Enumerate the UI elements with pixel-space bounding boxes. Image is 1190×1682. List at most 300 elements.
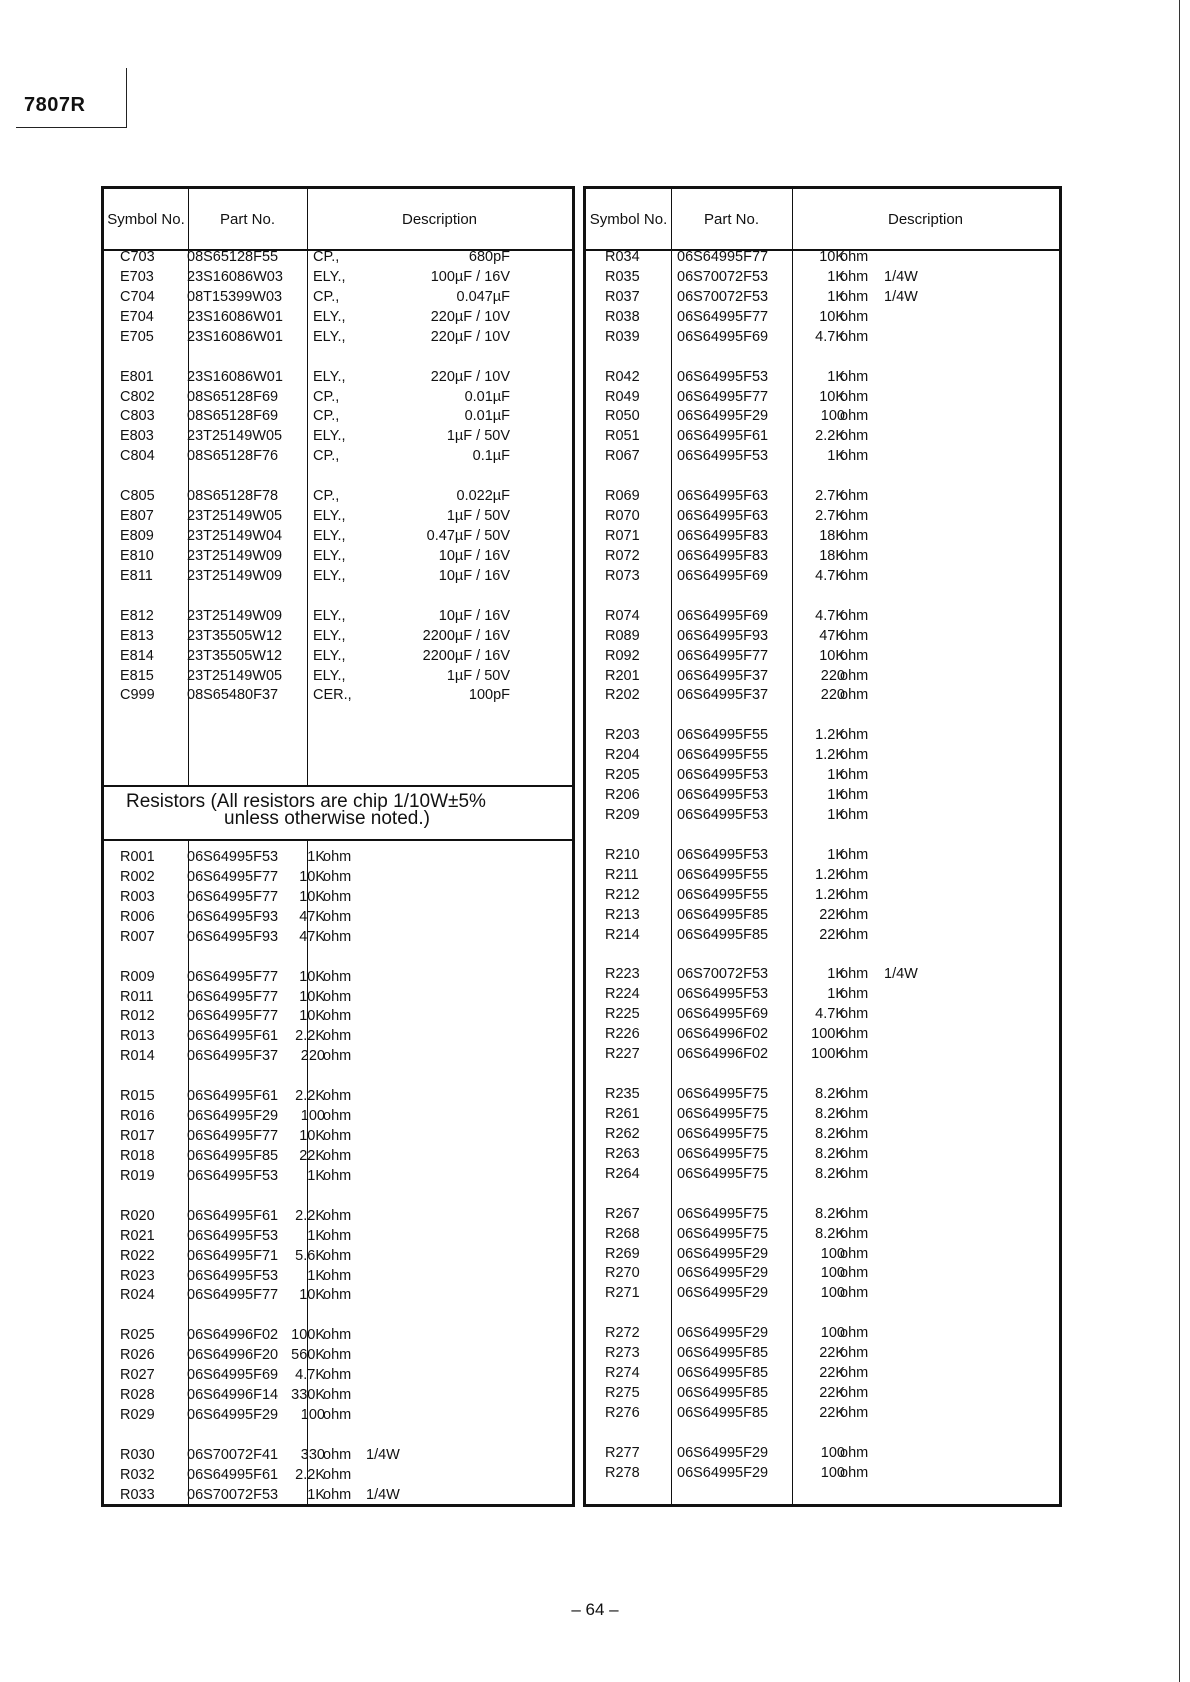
symbol-no: R042 bbox=[605, 368, 640, 385]
part-no: 06S64995F75 bbox=[677, 1105, 769, 1122]
table-row bbox=[586, 1363, 1059, 1383]
symbol-no: R074 bbox=[605, 607, 640, 624]
component-type: ELY., bbox=[313, 607, 346, 624]
left-parts-table bbox=[101, 186, 575, 1507]
symbol-no: R263 bbox=[605, 1145, 640, 1162]
symbol-no: E703 bbox=[120, 268, 154, 285]
resistance-value: 10K bbox=[299, 1128, 325, 1145]
part-no: 06S64995F53 bbox=[677, 368, 769, 385]
model-underline bbox=[16, 127, 127, 128]
symbol-no: R018 bbox=[120, 1147, 155, 1164]
resistance-value: 22K bbox=[819, 906, 845, 923]
resistance-unit: ohm bbox=[840, 1225, 869, 1242]
resistance-value: 4.7K bbox=[815, 567, 845, 584]
part-no: 06S64995F29 bbox=[677, 1265, 769, 1282]
table-row bbox=[104, 1146, 572, 1166]
resistance-value: 330 bbox=[300, 1446, 325, 1463]
resistance-value: 1K bbox=[827, 288, 845, 305]
table-row bbox=[586, 387, 1059, 407]
table-row bbox=[104, 1365, 572, 1385]
resistance-unit: ohm bbox=[323, 1147, 352, 1164]
symbol-no: R226 bbox=[605, 1026, 640, 1043]
component-type: CP., bbox=[313, 488, 340, 505]
resistance-unit: ohm bbox=[840, 1404, 869, 1421]
component-value: 0.01µF bbox=[464, 388, 510, 405]
resistance-unit: ohm bbox=[840, 1444, 869, 1461]
table-row bbox=[586, 1104, 1059, 1124]
component-value: 2200µF / 16V bbox=[422, 627, 510, 644]
part-no: 23T35505W12 bbox=[187, 627, 283, 644]
table-row bbox=[586, 526, 1059, 546]
resistance-value: 2.7K bbox=[815, 488, 845, 505]
resistance-unit: ohm bbox=[840, 1265, 869, 1282]
part-no: 06S64995F55 bbox=[677, 727, 769, 744]
symbol-no: R016 bbox=[120, 1108, 155, 1125]
resistance-unit: ohm bbox=[840, 308, 869, 325]
resistance-value: 10K bbox=[819, 308, 845, 325]
part-no: 06S64995F85 bbox=[677, 1365, 769, 1382]
resistance-unit: ohm bbox=[323, 1167, 352, 1184]
table-row bbox=[586, 307, 1059, 327]
symbol-no: E810 bbox=[120, 547, 154, 564]
table-row bbox=[586, 1024, 1059, 1044]
resistance-unit: ohm bbox=[840, 846, 869, 863]
table-row bbox=[586, 925, 1059, 945]
part-no: 06S64995F61 bbox=[187, 1466, 279, 1483]
symbol-no: R033 bbox=[120, 1486, 155, 1503]
component-value: 1µF / 50V bbox=[446, 508, 510, 525]
resistance-value: 2.2K bbox=[815, 428, 845, 445]
part-no: 06S64995F75 bbox=[677, 1125, 769, 1142]
part-no: 06S64995F63 bbox=[677, 508, 769, 525]
resistance-unit: ohm bbox=[323, 988, 352, 1005]
symbol-no: R214 bbox=[605, 926, 640, 943]
resistance-unit: ohm bbox=[323, 1108, 352, 1125]
part-no: 06S64995F77 bbox=[677, 647, 769, 664]
resistance-unit: ohm bbox=[323, 928, 352, 945]
symbol-no: E705 bbox=[120, 328, 154, 345]
table-row bbox=[104, 526, 572, 546]
symbol-no: R003 bbox=[120, 888, 155, 905]
resistance-value: 100K bbox=[291, 1327, 325, 1344]
symbol-no: R269 bbox=[605, 1245, 640, 1262]
table-row bbox=[104, 1226, 572, 1246]
resistance-value: 10K bbox=[299, 888, 325, 905]
component-value: 1µF / 50V bbox=[446, 428, 510, 445]
resistance-unit: ohm bbox=[840, 368, 869, 385]
component-type: CER., bbox=[313, 687, 352, 704]
table-row bbox=[586, 287, 1059, 307]
table-row bbox=[586, 267, 1059, 287]
component-type: ELY., bbox=[313, 667, 346, 684]
table-row bbox=[104, 1086, 572, 1106]
symbol-no: R014 bbox=[120, 1048, 155, 1065]
resistance-value: 18K bbox=[819, 547, 845, 564]
symbol-no: R211 bbox=[605, 866, 639, 883]
part-no: 06S70072F53 bbox=[187, 1486, 279, 1503]
table-row bbox=[586, 1463, 1059, 1483]
symbol-no: C703 bbox=[120, 249, 155, 265]
resistance-unit: ohm bbox=[840, 926, 869, 943]
description-header: Description bbox=[401, 210, 478, 228]
resistance-unit: ohm bbox=[840, 1385, 869, 1401]
part-no: 06S64996F02 bbox=[677, 1026, 769, 1043]
symbol-no: R002 bbox=[120, 868, 155, 885]
part-no: 08S65128F69 bbox=[187, 408, 279, 425]
table-row bbox=[586, 406, 1059, 426]
part-no: 06S64995F83 bbox=[677, 528, 769, 545]
resistance-unit: ohm bbox=[840, 1006, 869, 1023]
symbol-no: R212 bbox=[605, 886, 640, 903]
symbol-no: C999 bbox=[120, 687, 155, 704]
resistance-unit: ohm bbox=[840, 448, 869, 465]
symbol-no: R270 bbox=[605, 1265, 640, 1282]
resistance-value: 1K bbox=[307, 849, 325, 865]
part-no: 06S64995F29 bbox=[187, 1407, 279, 1424]
part-no: 06S64995F37 bbox=[677, 687, 769, 704]
part-no: 06S64995F55 bbox=[677, 866, 769, 883]
symbol-no: R072 bbox=[605, 547, 640, 564]
model-number: 7807R bbox=[24, 94, 86, 116]
part-header: Part No. bbox=[703, 210, 760, 228]
resistance-unit: ohm bbox=[840, 268, 869, 285]
table-row bbox=[104, 666, 572, 686]
symbol-no: R038 bbox=[605, 308, 640, 325]
component-type: ELY., bbox=[313, 328, 346, 345]
symbol-no: R023 bbox=[120, 1267, 155, 1284]
resistance-unit: ohm bbox=[840, 1464, 869, 1481]
resistance-value: 8.2K bbox=[815, 1205, 845, 1222]
table-row bbox=[104, 267, 572, 287]
resistance-unit: ohm bbox=[840, 1205, 869, 1222]
part-no: 06S64995F53 bbox=[187, 1227, 279, 1244]
table-row bbox=[586, 1224, 1059, 1244]
component-type: ELY., bbox=[313, 308, 346, 325]
resistance-unit: ohm bbox=[840, 1105, 869, 1122]
symbol-no: R275 bbox=[605, 1385, 640, 1401]
table-row bbox=[104, 1026, 572, 1046]
resistance-value: 100 bbox=[820, 1265, 845, 1282]
table-row bbox=[586, 885, 1059, 905]
resistance-unit: ohm bbox=[840, 508, 869, 525]
part-no: 06S64995F61 bbox=[187, 1207, 279, 1224]
component-value: 0.47µF / 50V bbox=[426, 528, 510, 545]
resistance-value: 100 bbox=[300, 1108, 325, 1125]
symbol-no: R272 bbox=[605, 1325, 640, 1342]
symbol-no: R274 bbox=[605, 1365, 640, 1382]
component-type: ELY., bbox=[313, 428, 346, 445]
resistance-unit: ohm bbox=[840, 1145, 869, 1162]
table-row bbox=[586, 646, 1059, 666]
symbol-no: R235 bbox=[605, 1086, 640, 1103]
symbol-no: R039 bbox=[605, 328, 640, 345]
resistance-value: 1K bbox=[827, 268, 845, 285]
part-no: 06S64995F85 bbox=[187, 1147, 279, 1164]
resistance-unit: ohm bbox=[840, 1285, 869, 1302]
resistance-unit: ohm bbox=[840, 567, 869, 584]
table-row bbox=[104, 1206, 572, 1226]
component-value: 2200µF / 16V bbox=[422, 647, 510, 664]
resistance-value: 18K bbox=[819, 528, 845, 545]
symbol-no: E815 bbox=[120, 667, 154, 684]
symbol-no: R273 bbox=[605, 1345, 640, 1362]
part-no: 23T25149W09 bbox=[187, 547, 283, 564]
part-no: 06S64995F53 bbox=[677, 846, 769, 863]
symbol-no: R051 bbox=[605, 428, 640, 445]
table-row bbox=[104, 367, 572, 387]
part-no: 23T25149W09 bbox=[187, 567, 283, 584]
part-no: 06S64995F53 bbox=[677, 448, 769, 465]
table-row bbox=[586, 666, 1059, 686]
resistance-value: 220 bbox=[820, 687, 845, 704]
resistance-unit: ohm bbox=[323, 1008, 352, 1025]
resistance-unit: ohm bbox=[323, 1387, 352, 1404]
part-no: 06S64995F77 bbox=[187, 968, 279, 985]
resistance-value: 4.7K bbox=[295, 1367, 325, 1384]
symbol-no: E807 bbox=[120, 508, 154, 525]
symbol-no: R278 bbox=[605, 1464, 640, 1481]
symbol-no: R029 bbox=[120, 1407, 155, 1424]
resistance-value: 1K bbox=[827, 846, 845, 863]
part-no: 23T25149W05 bbox=[187, 428, 283, 445]
power-rating: 1/4W bbox=[884, 268, 918, 285]
symbol-no: R035 bbox=[605, 268, 640, 285]
table-row bbox=[104, 506, 572, 526]
part-no: 08S65480F37 bbox=[187, 687, 279, 704]
component-type: ELY., bbox=[313, 647, 346, 664]
symbol-no: R006 bbox=[120, 908, 155, 925]
component-value: 100µF / 16V bbox=[430, 268, 510, 285]
resistance-value: 100 bbox=[820, 1285, 845, 1302]
table-row bbox=[586, 1403, 1059, 1423]
resistance-value: 47K bbox=[299, 928, 325, 945]
resistance-value: 220 bbox=[820, 667, 845, 684]
part-no: 06S64995F37 bbox=[677, 667, 769, 684]
power-rating: 1/4W bbox=[884, 966, 918, 983]
table-row bbox=[586, 905, 1059, 925]
table-row bbox=[586, 1343, 1059, 1363]
resistance-unit: ohm bbox=[840, 547, 869, 564]
symbol-no: E814 bbox=[120, 647, 154, 664]
resistor-note bbox=[104, 785, 572, 841]
symbol-no: R071 bbox=[605, 528, 640, 545]
resistance-unit: ohm bbox=[323, 1028, 352, 1045]
symbol-no: R017 bbox=[120, 1128, 155, 1145]
resistance-unit: ohm bbox=[840, 388, 869, 405]
component-value: 1µF / 50V bbox=[446, 667, 510, 684]
part-no: 06S64995F29 bbox=[677, 1444, 769, 1461]
page-edge bbox=[1179, 0, 1180, 1682]
part-no: 06S64995F85 bbox=[677, 926, 769, 943]
part-no: 06S64995F69 bbox=[677, 567, 769, 584]
resistance-unit: ohm bbox=[840, 288, 869, 305]
symbol-no: R225 bbox=[605, 1006, 640, 1023]
table-row bbox=[586, 1044, 1059, 1064]
resistance-value: 2.7K bbox=[815, 508, 845, 525]
symbol-no: R013 bbox=[120, 1028, 155, 1045]
table-row bbox=[104, 1285, 572, 1305]
table-row bbox=[586, 765, 1059, 785]
component-value: 220µF / 10V bbox=[430, 308, 510, 325]
table-row bbox=[586, 725, 1059, 745]
table-row bbox=[586, 1283, 1059, 1303]
part-no: 08S65128F78 bbox=[187, 488, 279, 505]
resistance-unit: ohm bbox=[840, 966, 869, 983]
resistance-unit: ohm bbox=[840, 667, 869, 684]
symbol-no: R020 bbox=[120, 1207, 155, 1224]
symbol-no: R049 bbox=[605, 388, 640, 405]
part-no: 06S64996F02 bbox=[187, 1327, 279, 1344]
symbol-no: C803 bbox=[120, 408, 155, 425]
table-row bbox=[586, 1164, 1059, 1184]
resistance-unit: ohm bbox=[840, 747, 869, 764]
component-type: CP., bbox=[313, 408, 340, 425]
page-number: – 64 – bbox=[571, 1600, 619, 1619]
part-no: 06S64995F85 bbox=[677, 1345, 769, 1362]
table-row bbox=[104, 566, 572, 586]
symbol-no: R209 bbox=[605, 807, 640, 824]
resistance-value: 1K bbox=[827, 807, 845, 824]
part-no: 06S70072F41 bbox=[187, 1446, 279, 1463]
resistance-value: 1.2K bbox=[815, 747, 845, 764]
part-no: 06S64995F61 bbox=[187, 1088, 279, 1105]
resistance-unit: ohm bbox=[323, 1207, 352, 1224]
part-no: 06S64995F53 bbox=[677, 807, 769, 824]
table-row bbox=[104, 987, 572, 1007]
resistance-value: 8.2K bbox=[815, 1086, 845, 1103]
resistance-value: 10K bbox=[299, 1008, 325, 1025]
resistance-value: 8.2K bbox=[815, 1165, 845, 1182]
table-row bbox=[104, 1046, 572, 1066]
table-row bbox=[104, 446, 572, 466]
model-divider bbox=[126, 68, 127, 128]
resistance-unit: ohm bbox=[323, 1446, 352, 1463]
resistance-value: 100K bbox=[811, 1046, 845, 1063]
component-value: 100pF bbox=[468, 687, 510, 704]
table-row bbox=[104, 287, 572, 307]
table-row bbox=[586, 1144, 1059, 1164]
table-row bbox=[104, 887, 572, 907]
table-row bbox=[586, 446, 1059, 466]
resistance-value: 8.2K bbox=[815, 1105, 845, 1122]
part-no: 06S64995F29 bbox=[187, 1108, 279, 1125]
table-row bbox=[104, 1405, 572, 1425]
symbol-no: R030 bbox=[120, 1446, 155, 1463]
symbol-no: R261 bbox=[605, 1105, 640, 1122]
symbol-no: R011 bbox=[120, 988, 154, 1005]
symbol-no: R227 bbox=[605, 1046, 640, 1063]
resistance-value: 2.2K bbox=[295, 1466, 325, 1483]
resistance-value: 10K bbox=[299, 1287, 325, 1304]
symbol-no: R267 bbox=[605, 1205, 640, 1222]
symbol-no: R203 bbox=[605, 727, 640, 744]
table-row bbox=[586, 566, 1059, 586]
resistance-value: 22K bbox=[299, 1147, 325, 1164]
component-value: 0.047µF bbox=[456, 288, 510, 305]
table-row bbox=[104, 1485, 572, 1505]
part-no: 23S16086W01 bbox=[187, 308, 283, 325]
resistance-value: 22K bbox=[819, 1345, 845, 1362]
resistance-value: 1.2K bbox=[815, 727, 845, 744]
part-no: 06S64995F29 bbox=[677, 1285, 769, 1302]
resistance-value: 22K bbox=[819, 926, 845, 943]
resistance-unit: ohm bbox=[840, 1125, 869, 1142]
symbol-no: R213 bbox=[605, 906, 640, 923]
part-no: 06S64995F85 bbox=[677, 1404, 769, 1421]
resistance-value: 1K bbox=[827, 767, 845, 784]
symbol-no: R271 bbox=[605, 1285, 640, 1302]
part-no: 06S64995F69 bbox=[677, 328, 769, 345]
table-row bbox=[104, 907, 572, 927]
symbol-header: Symbol No. bbox=[589, 210, 668, 228]
resistance-value: 100 bbox=[300, 1407, 325, 1424]
component-type: CP., bbox=[313, 249, 340, 265]
resistance-value: 10K bbox=[819, 249, 845, 265]
symbol-no: R264 bbox=[605, 1165, 640, 1182]
symbol-no: R073 bbox=[605, 567, 640, 584]
table-row bbox=[104, 867, 572, 887]
part-no: 06S64995F69 bbox=[677, 607, 769, 624]
table-row bbox=[104, 486, 572, 506]
part-no: 06S64995F77 bbox=[187, 868, 279, 885]
table-row bbox=[586, 964, 1059, 984]
resistance-value: 1K bbox=[307, 1167, 325, 1184]
table-row bbox=[586, 506, 1059, 526]
resistance-value: 10K bbox=[819, 647, 845, 664]
power-rating: 1/4W bbox=[366, 1486, 400, 1503]
resistance-unit: ohm bbox=[323, 1267, 352, 1284]
symbol-no: E811 bbox=[120, 567, 153, 584]
component-type: ELY., bbox=[313, 528, 346, 545]
part-no: 06S64995F61 bbox=[677, 428, 769, 445]
symbol-no: R037 bbox=[605, 288, 640, 305]
resistance-value: 1K bbox=[307, 1267, 325, 1284]
table-row bbox=[104, 967, 572, 987]
symbol-no: R001 bbox=[120, 849, 155, 865]
symbol-no: R069 bbox=[605, 488, 640, 505]
symbol-no: R201 bbox=[605, 667, 640, 684]
part-no: 06S64995F29 bbox=[677, 1245, 769, 1262]
resistance-value: 220 bbox=[300, 1048, 325, 1065]
part-header: Part No. bbox=[219, 210, 276, 228]
resistance-unit: ohm bbox=[323, 1227, 352, 1244]
resistance-unit: ohm bbox=[840, 1345, 869, 1362]
table-row bbox=[586, 486, 1059, 506]
table-row bbox=[104, 927, 572, 947]
table-row bbox=[104, 426, 572, 446]
part-no: 06S64995F61 bbox=[187, 1028, 279, 1045]
symbol-no: R070 bbox=[605, 508, 640, 525]
resistance-value: 8.2K bbox=[815, 1145, 845, 1162]
table-row bbox=[104, 1445, 572, 1465]
symbol-no: R021 bbox=[120, 1227, 155, 1244]
table-row bbox=[586, 1263, 1059, 1283]
part-no: 06S64995F63 bbox=[677, 488, 769, 505]
resistance-unit: ohm bbox=[840, 787, 869, 804]
symbol-no: E812 bbox=[120, 607, 154, 624]
table-row bbox=[586, 1004, 1059, 1024]
part-no: 23S16086W03 bbox=[187, 268, 283, 285]
table-row bbox=[586, 865, 1059, 885]
resistance-unit: ohm bbox=[323, 1048, 352, 1065]
part-no: 06S64995F53 bbox=[677, 767, 769, 784]
symbol-no: R067 bbox=[605, 448, 640, 465]
resistance-value: 1K bbox=[827, 368, 845, 385]
symbol-no: R026 bbox=[120, 1347, 155, 1364]
resistance-unit: ohm bbox=[840, 1086, 869, 1103]
part-no: 06S64995F85 bbox=[677, 906, 769, 923]
component-value: 10µF / 16V bbox=[438, 547, 510, 564]
